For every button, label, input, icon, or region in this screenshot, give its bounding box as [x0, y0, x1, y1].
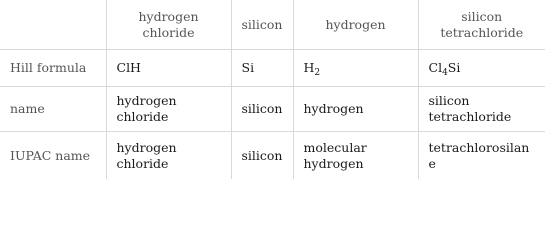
formula-subscript: 2 [314, 68, 321, 78]
row-iupac-name [0, 132, 545, 180]
row-name [0, 87, 545, 132]
hill-formula-silicon [231, 50, 293, 87]
name-silicon-tetrachloride: silicon tetrachloride [418, 87, 545, 132]
corner-cell [0, 0, 106, 50]
hill-formula-silicon-tetrachloride [418, 50, 545, 87]
name-hydrogen: hydrogen [293, 87, 418, 132]
hill-formula-hydrogen [293, 50, 418, 87]
iupac-name-silicon-tetrachloride: tetrachlorosilane [418, 132, 545, 180]
row-label-name: name [0, 87, 106, 132]
name-hydrogen-chloride: hydrogen chloride [106, 87, 231, 132]
iupac-name-silicon: silicon [231, 132, 293, 180]
formula-text: Cl [428, 60, 443, 75]
column-header-silicon-tetrachloride: silicon tetrachloride [418, 0, 545, 50]
formula-subscript: 4 [442, 68, 448, 78]
row-hill-formula [0, 50, 545, 87]
row-label-hill-formula: Hill formula [0, 50, 106, 87]
formula-text: H [303, 60, 315, 75]
formula-text: ClH [116, 60, 141, 75]
header-row [0, 0, 545, 50]
row-label-iupac-name: IUPAC name [0, 132, 106, 180]
iupac-name-hydrogen: molecular hydrogen [293, 132, 418, 180]
formula-text: Si [447, 60, 461, 75]
column-header-hydrogen: hydrogen [293, 0, 418, 50]
hill-formula-hydrogen-chloride [106, 50, 231, 87]
name-silicon: silicon [231, 87, 293, 132]
column-header-silicon: silicon [231, 0, 293, 50]
column-header-hydrogen-chloride: hydrogen chloride [106, 0, 231, 50]
formula-text: Si [241, 60, 255, 75]
iupac-name-hydrogen-chloride: hydrogen chloride [106, 132, 231, 180]
